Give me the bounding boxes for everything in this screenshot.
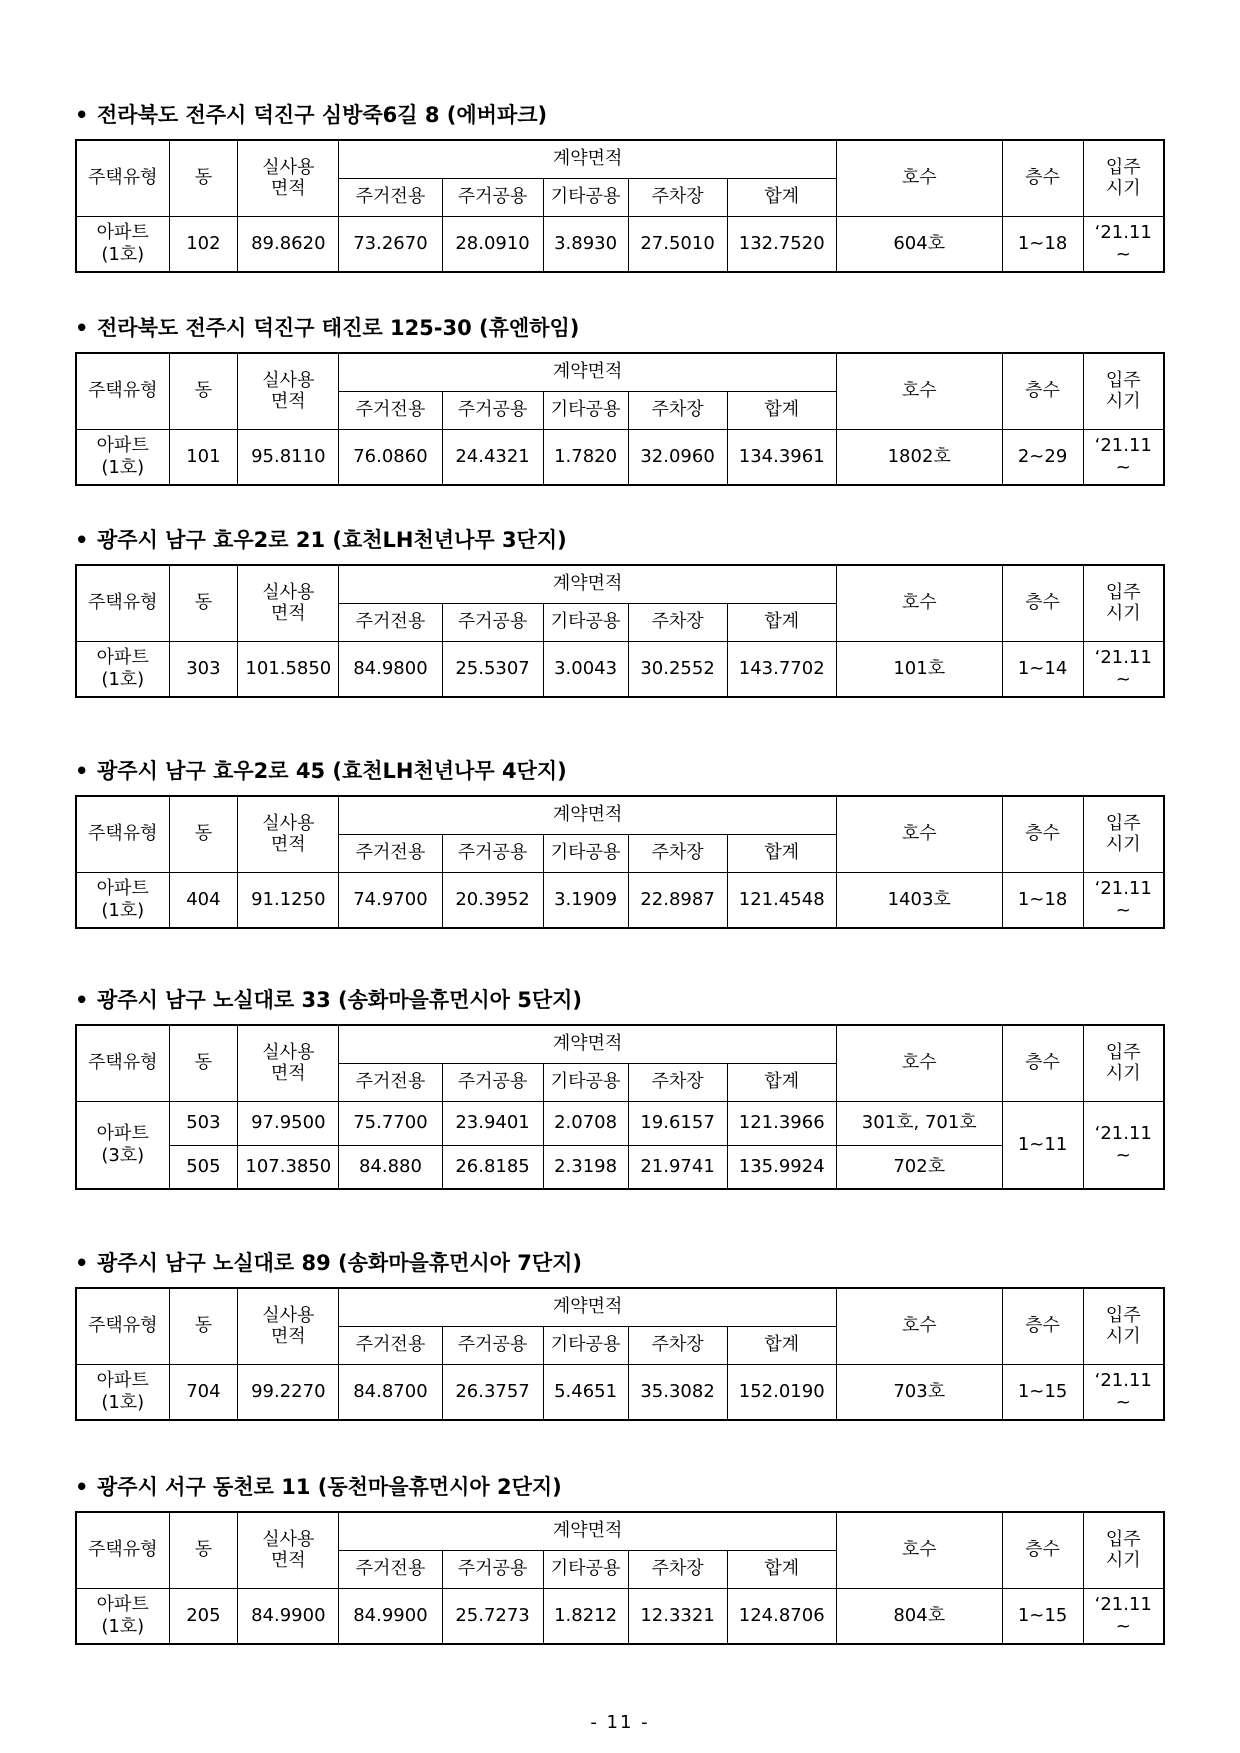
res-exclusive-cell: 73.2670 — [339, 216, 442, 272]
dong-cell: 205 — [169, 1588, 238, 1644]
header-res-common: 주거공용 — [442, 603, 543, 641]
parking-cell: 12.3321 — [628, 1588, 727, 1644]
table-row — [76, 1101, 1164, 1145]
header-floors: 층수 — [1002, 796, 1083, 872]
header-row — [76, 1288, 1164, 1326]
header-total: 합계 — [727, 1550, 836, 1588]
move-in-cell: ‘21.11 ~ — [1083, 1588, 1164, 1644]
header-total: 합계 — [727, 178, 836, 216]
unit-no-cell: 702호 — [836, 1145, 1002, 1189]
header-area: 실사용 면적 — [238, 1025, 339, 1101]
area-cell: 107.3850 — [238, 1145, 339, 1189]
other-common-cell: 5.4651 — [543, 1364, 628, 1420]
floors-cell: 1~15 — [1002, 1588, 1083, 1644]
header-total: 합계 — [727, 1326, 836, 1364]
total-cell: 143.7702 — [727, 641, 836, 697]
header-type: 주택유형 — [76, 796, 169, 872]
header-other-common: 기타공용 — [543, 178, 628, 216]
unit-section — [75, 1248, 1165, 1421]
header-type: 주택유형 — [76, 1025, 169, 1101]
header-dong: 동 — [169, 1025, 238, 1101]
move-in-cell: ‘21.11 ~ — [1083, 216, 1164, 272]
section-title — [75, 985, 1165, 1015]
header-other-common: 기타공용 — [543, 1550, 628, 1588]
dong-cell: 102 — [169, 216, 238, 272]
parking-cell: 19.6157 — [628, 1101, 727, 1145]
section-title-text: 전라북도 전주시 덕진구 심방죽6길 8 (에버파크) — [97, 103, 548, 127]
table-row — [76, 1588, 1164, 1644]
header-res-common: 주거공용 — [442, 391, 543, 429]
header-floors: 층수 — [1002, 1512, 1083, 1588]
header-other-common: 기타공용 — [543, 603, 628, 641]
res-common-cell: 26.3757 — [442, 1364, 543, 1420]
table-row — [76, 429, 1164, 485]
header-res-common: 주거공용 — [442, 1326, 543, 1364]
unit-no-cell: 804호 — [836, 1588, 1002, 1644]
res-common-cell: 23.9401 — [442, 1101, 543, 1145]
header-parking: 주차장 — [628, 178, 727, 216]
housing-type: 아파트 (1호) — [76, 1588, 169, 1644]
dong-cell: 505 — [169, 1145, 238, 1189]
res-common-cell: 24.4321 — [442, 429, 543, 485]
dong-cell: 404 — [169, 872, 238, 928]
area-cell: 91.1250 — [238, 872, 339, 928]
header-unit-no: 호수 — [836, 1512, 1002, 1588]
header-contract-area: 계약면적 — [339, 353, 836, 391]
header-move-in: 입주 시기 — [1083, 353, 1164, 429]
section-title-text: 전라북도 전주시 덕진구 태진로 125-30 (휴엔하임) — [97, 316, 580, 340]
header-floors: 층수 — [1002, 565, 1083, 641]
table-row — [76, 872, 1164, 928]
total-cell: 152.0190 — [727, 1364, 836, 1420]
header-other-common: 기타공용 — [543, 1326, 628, 1364]
housing-type: 아파트 (1호) — [76, 429, 169, 485]
res-common-cell: 28.0910 — [442, 216, 543, 272]
header-type: 주택유형 — [76, 1512, 169, 1588]
header-parking: 주차장 — [628, 603, 727, 641]
section-title — [75, 756, 1165, 786]
header-move-in: 입주 시기 — [1083, 1288, 1164, 1364]
header-total: 합계 — [727, 603, 836, 641]
section-title — [75, 525, 1165, 555]
header-move-in: 입주 시기 — [1083, 1512, 1164, 1588]
move-in-cell: ‘21.11 ~ — [1083, 1101, 1164, 1189]
floors-cell: 1~11 — [1002, 1101, 1083, 1189]
header-res-common: 주거공용 — [442, 178, 543, 216]
unit-section — [75, 1472, 1165, 1645]
header-other-common: 기타공용 — [543, 834, 628, 872]
bullet-icon: • — [75, 528, 89, 552]
move-in-cell: ‘21.11 ~ — [1083, 872, 1164, 928]
parking-cell: 21.9741 — [628, 1145, 727, 1189]
area-cell: 99.2270 — [238, 1364, 339, 1420]
unit-section — [75, 525, 1165, 698]
header-contract-area: 계약면적 — [339, 1288, 836, 1326]
header-unit-no: 호수 — [836, 796, 1002, 872]
housing-type: 아파트 (3호) — [76, 1101, 169, 1189]
header-contract-area: 계약면적 — [339, 140, 836, 178]
unit-no-cell: 101호 — [836, 641, 1002, 697]
area-cell: 97.9500 — [238, 1101, 339, 1145]
section-title — [75, 313, 1165, 343]
section-title-text: 광주시 남구 효우2로 45 (효천LH천년나무 4단지) — [97, 759, 567, 783]
area-cell: 84.9900 — [238, 1588, 339, 1644]
parking-cell: 30.2552 — [628, 641, 727, 697]
header-floors: 층수 — [1002, 1288, 1083, 1364]
header-total: 합계 — [727, 391, 836, 429]
unit-section — [75, 985, 1165, 1190]
floors-cell: 1~15 — [1002, 1364, 1083, 1420]
header-contract-area: 계약면적 — [339, 1025, 836, 1063]
header-row — [76, 1512, 1164, 1550]
header-res-exclusive: 주거전용 — [339, 1063, 442, 1101]
unit-table — [75, 1511, 1165, 1645]
total-cell: 135.9924 — [727, 1145, 836, 1189]
header-total: 합계 — [727, 834, 836, 872]
other-common-cell: 3.1909 — [543, 872, 628, 928]
other-common-cell: 1.7820 — [543, 429, 628, 485]
header-parking: 주차장 — [628, 1550, 727, 1588]
dong-cell: 503 — [169, 1101, 238, 1145]
section-title — [75, 1248, 1165, 1278]
other-common-cell: 3.0043 — [543, 641, 628, 697]
section-title-text: 광주시 남구 노실대로 33 (송화마을휴먼시아 5단지) — [97, 988, 583, 1012]
header-dong: 동 — [169, 353, 238, 429]
floors-cell: 2~29 — [1002, 429, 1083, 485]
unit-table — [75, 795, 1165, 929]
other-common-cell: 2.3198 — [543, 1145, 628, 1189]
header-area: 실사용 면적 — [238, 565, 339, 641]
table-row — [76, 216, 1164, 272]
res-exclusive-cell: 84.9900 — [339, 1588, 442, 1644]
header-res-common: 주거공용 — [442, 1550, 543, 1588]
unit-no-cell: 1802호 — [836, 429, 1002, 485]
floors-cell: 1~18 — [1002, 216, 1083, 272]
area-cell: 95.8110 — [238, 429, 339, 485]
res-common-cell: 25.7273 — [442, 1588, 543, 1644]
header-area: 실사용 면적 — [238, 353, 339, 429]
header-row — [76, 1025, 1164, 1063]
header-floors: 층수 — [1002, 353, 1083, 429]
dong-cell: 303 — [169, 641, 238, 697]
unit-no-cell: 604호 — [836, 216, 1002, 272]
bullet-icon: • — [75, 988, 89, 1012]
header-type: 주택유형 — [76, 353, 169, 429]
unit-no-cell: 703호 — [836, 1364, 1002, 1420]
header-parking: 주차장 — [628, 1326, 727, 1364]
header-area: 실사용 면적 — [238, 1512, 339, 1588]
dong-cell: 101 — [169, 429, 238, 485]
header-dong: 동 — [169, 1512, 238, 1588]
header-unit-no: 호수 — [836, 565, 1002, 641]
unit-table — [75, 352, 1165, 486]
res-exclusive-cell: 74.9700 — [339, 872, 442, 928]
bullet-icon: • — [75, 316, 89, 340]
unit-no-cell: 301호, 701호 — [836, 1101, 1002, 1145]
header-row — [76, 140, 1164, 178]
header-dong: 동 — [169, 565, 238, 641]
unit-table — [75, 564, 1165, 698]
header-other-common: 기타공용 — [543, 1063, 628, 1101]
table-row — [76, 1364, 1164, 1420]
section-title-text: 광주시 남구 효우2로 21 (효천LH천년나무 3단지) — [97, 528, 567, 552]
header-move-in: 입주 시기 — [1083, 140, 1164, 216]
header-res-exclusive: 주거전용 — [339, 1326, 442, 1364]
header-res-common: 주거공용 — [442, 1063, 543, 1101]
unit-table — [75, 1287, 1165, 1421]
header-type: 주택유형 — [76, 565, 169, 641]
unit-table — [75, 1024, 1165, 1190]
table-row — [76, 1145, 1164, 1189]
header-contract-area: 계약면적 — [339, 1512, 836, 1550]
total-cell: 132.7520 — [727, 216, 836, 272]
header-move-in: 입주 시기 — [1083, 565, 1164, 641]
header-other-common: 기타공용 — [543, 391, 628, 429]
parking-cell: 27.5010 — [628, 216, 727, 272]
header-res-exclusive: 주거전용 — [339, 391, 442, 429]
header-res-exclusive: 주거전용 — [339, 178, 442, 216]
header-unit-no: 호수 — [836, 1025, 1002, 1101]
header-res-common: 주거공용 — [442, 834, 543, 872]
section-title — [75, 100, 1165, 130]
bullet-icon: • — [75, 759, 89, 783]
header-move-in: 입주 시기 — [1083, 1025, 1164, 1101]
header-dong: 동 — [169, 1288, 238, 1364]
res-exclusive-cell: 75.7700 — [339, 1101, 442, 1145]
header-res-exclusive: 주거전용 — [339, 603, 442, 641]
housing-type: 아파트 (1호) — [76, 216, 169, 272]
unit-section — [75, 313, 1165, 486]
dong-cell: 704 — [169, 1364, 238, 1420]
move-in-cell: ‘21.11 ~ — [1083, 641, 1164, 697]
header-res-exclusive: 주거전용 — [339, 1550, 442, 1588]
header-unit-no: 호수 — [836, 353, 1002, 429]
header-res-exclusive: 주거전용 — [339, 834, 442, 872]
header-unit-no: 호수 — [836, 1288, 1002, 1364]
floors-cell: 1~14 — [1002, 641, 1083, 697]
header-move-in: 입주 시기 — [1083, 796, 1164, 872]
header-parking: 주차장 — [628, 834, 727, 872]
other-common-cell: 3.8930 — [543, 216, 628, 272]
total-cell: 121.3966 — [727, 1101, 836, 1145]
header-contract-area: 계약면적 — [339, 796, 836, 834]
header-area: 실사용 면적 — [238, 140, 339, 216]
unit-section — [75, 756, 1165, 929]
header-row — [76, 353, 1164, 391]
total-cell: 124.8706 — [727, 1588, 836, 1644]
res-exclusive-cell: 84.8700 — [339, 1364, 442, 1420]
header-type: 주택유형 — [76, 140, 169, 216]
header-dong: 동 — [169, 140, 238, 216]
header-dong: 동 — [169, 796, 238, 872]
header-type: 주택유형 — [76, 1288, 169, 1364]
section-title-text: 광주시 서구 동천로 11 (동천마을휴먼시아 2단지) — [97, 1475, 562, 1499]
bullet-icon: • — [75, 1475, 89, 1499]
unit-section — [75, 100, 1165, 273]
res-exclusive-cell: 84.880 — [339, 1145, 442, 1189]
total-cell: 134.3961 — [727, 429, 836, 485]
res-common-cell: 25.5307 — [442, 641, 543, 697]
move-in-cell: ‘21.11 ~ — [1083, 429, 1164, 485]
header-row — [76, 796, 1164, 834]
other-common-cell: 1.8212 — [543, 1588, 628, 1644]
unit-no-cell: 1403호 — [836, 872, 1002, 928]
unit-table — [75, 139, 1165, 273]
parking-cell: 35.3082 — [628, 1364, 727, 1420]
table-row — [76, 641, 1164, 697]
area-cell: 89.8620 — [238, 216, 339, 272]
res-common-cell: 26.8185 — [442, 1145, 543, 1189]
move-in-cell: ‘21.11 ~ — [1083, 1364, 1164, 1420]
total-cell: 121.4548 — [727, 872, 836, 928]
header-parking: 주차장 — [628, 1063, 727, 1101]
res-exclusive-cell: 76.0860 — [339, 429, 442, 485]
page-number: - 11 - — [590, 1712, 650, 1733]
header-total: 합계 — [727, 1063, 836, 1101]
header-area: 실사용 면적 — [238, 1288, 339, 1364]
header-floors: 층수 — [1002, 140, 1083, 216]
header-contract-area: 계약면적 — [339, 565, 836, 603]
header-parking: 주차장 — [628, 391, 727, 429]
housing-type: 아파트 (1호) — [76, 641, 169, 697]
section-title-text: 광주시 남구 노실대로 89 (송화마을휴먼시아 7단지) — [97, 1251, 583, 1275]
header-floors: 층수 — [1002, 1025, 1083, 1101]
header-unit-no: 호수 — [836, 140, 1002, 216]
other-common-cell: 2.0708 — [543, 1101, 628, 1145]
housing-type: 아파트 (1호) — [76, 872, 169, 928]
parking-cell: 32.0960 — [628, 429, 727, 485]
header-row — [76, 565, 1164, 603]
floors-cell: 1~18 — [1002, 872, 1083, 928]
header-area: 실사용 면적 — [238, 796, 339, 872]
area-cell: 101.5850 — [238, 641, 339, 697]
bullet-icon: • — [75, 103, 89, 127]
housing-type: 아파트 (1호) — [76, 1364, 169, 1420]
parking-cell: 22.8987 — [628, 872, 727, 928]
bullet-icon: • — [75, 1251, 89, 1275]
res-common-cell: 20.3952 — [442, 872, 543, 928]
section-title — [75, 1472, 1165, 1502]
res-exclusive-cell: 84.9800 — [339, 641, 442, 697]
